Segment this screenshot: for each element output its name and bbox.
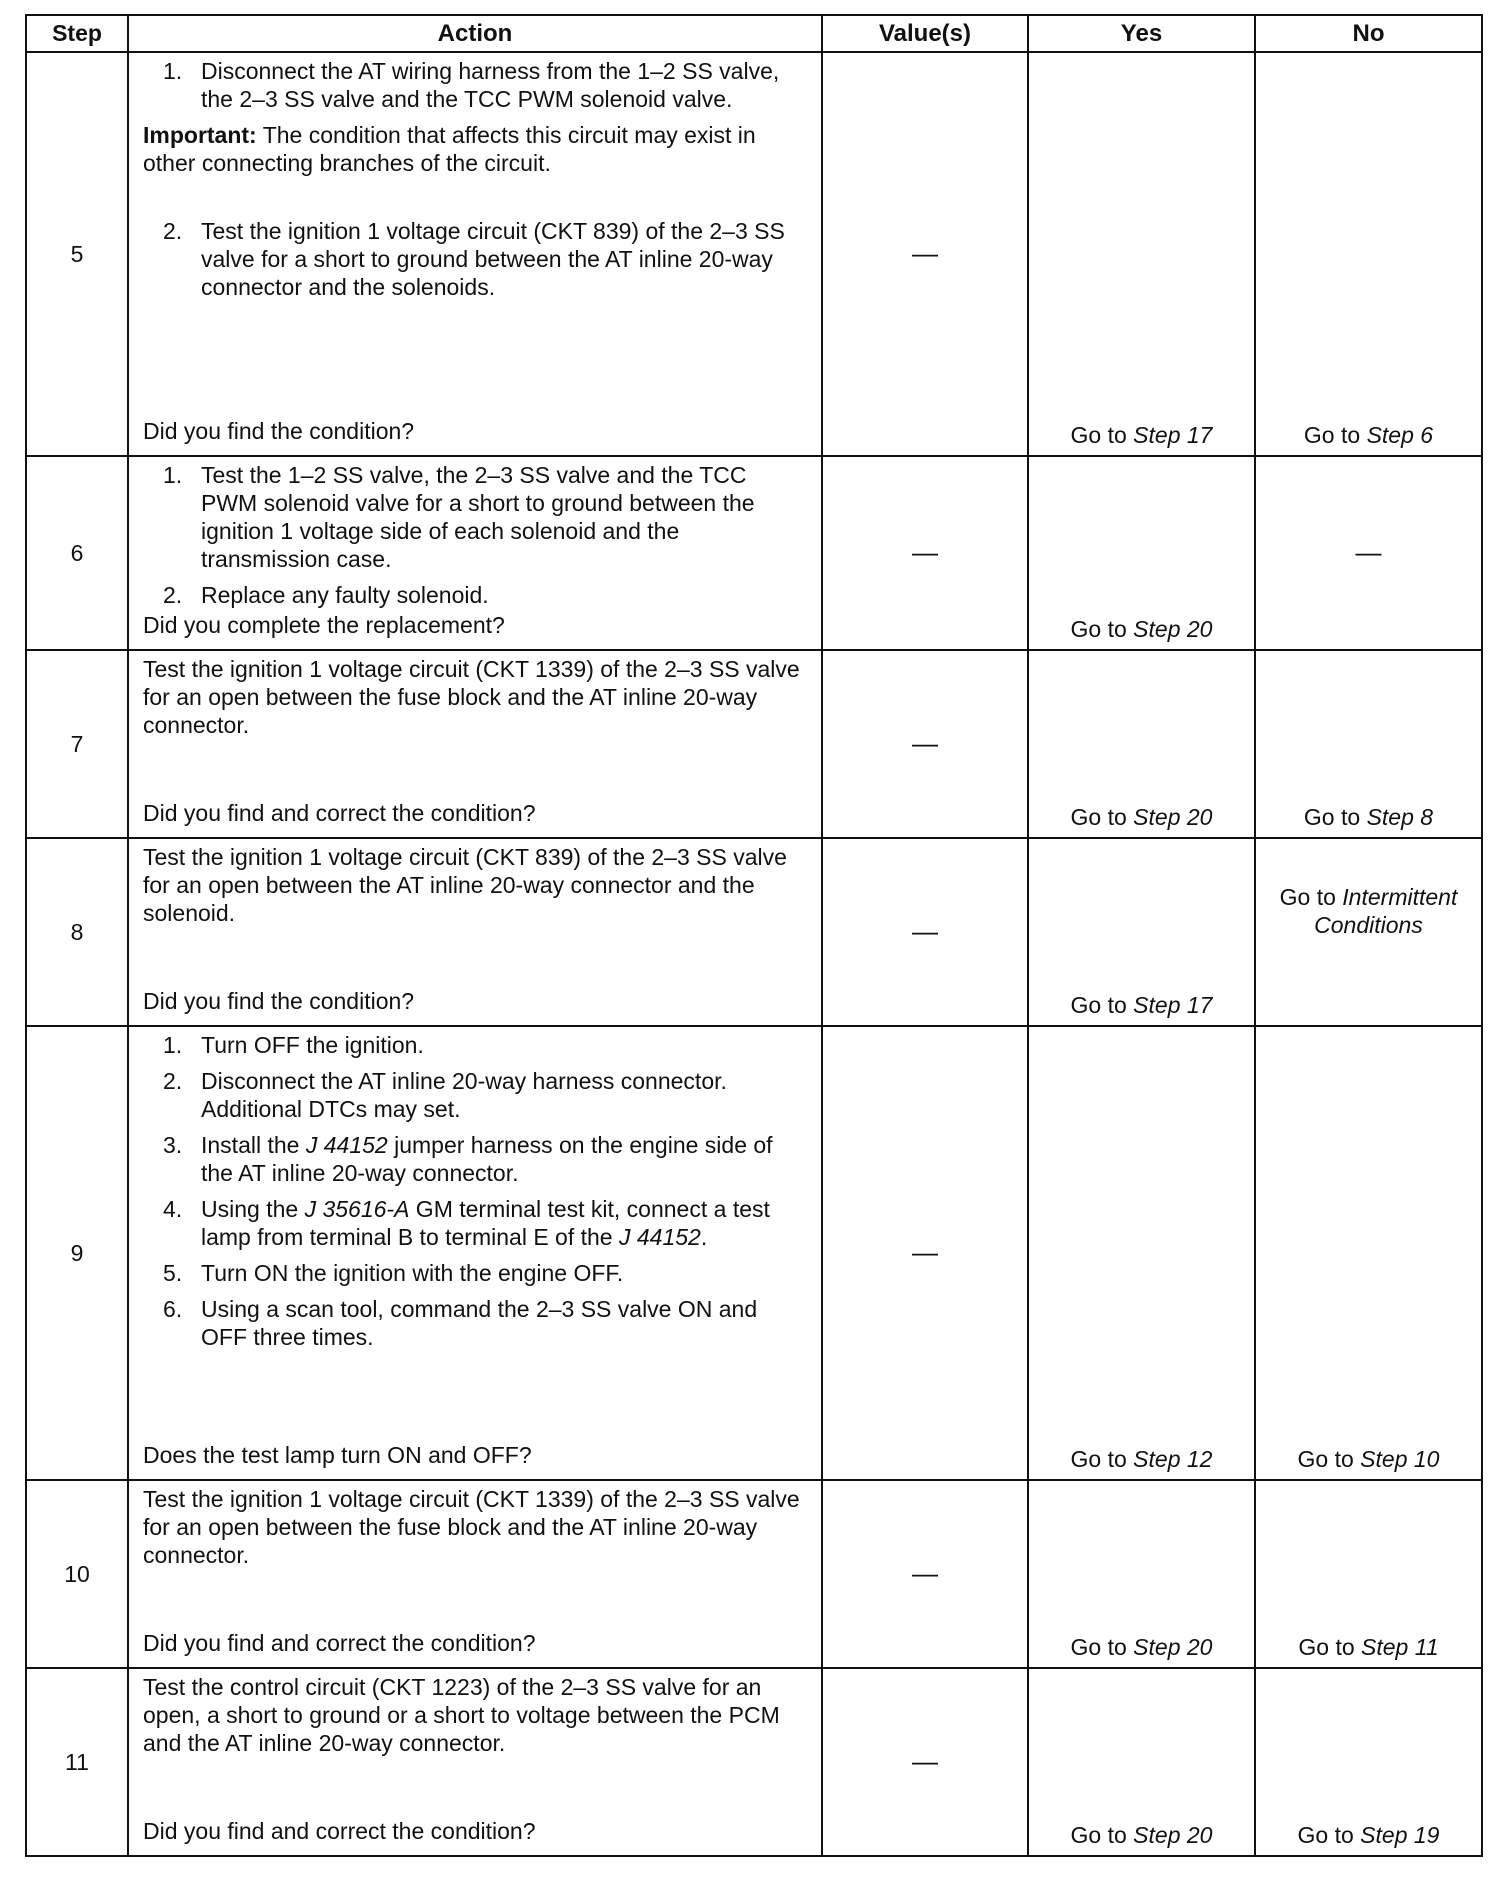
no-goto: Go to Step 8 (1303, 804, 1434, 830)
table-row (26, 650, 1482, 838)
table-row (26, 838, 1482, 1026)
action-item: 5. Turn ON the ignition with the engine OFF. (163, 1260, 624, 1286)
important-note: Important: The condition that affects this circuit may exist in other connecting branches of the circuit. (143, 122, 756, 176)
action-cell (128, 456, 822, 650)
value-dash: — (912, 1237, 938, 1267)
yes-goto: Go to Step 20 (1070, 1822, 1213, 1848)
action-text: Test the control circuit (CKT 1223) of the 2–3 SS valve for an open, a short to ground or a short to voltage between the PCM and the AT inline 20-way connector. (143, 1674, 780, 1756)
value-cell (822, 650, 1028, 838)
action-item: 1. Test the 1–2 SS valve, the 2–3 SS valve and the TCC PWM solenoid valve for a short to ground between the ignition 1 voltage side of each solenoid and the transmission case. (163, 462, 755, 572)
no-dash: — (1355, 537, 1382, 567)
yes-cell (1028, 838, 1255, 1026)
action-cell (128, 650, 822, 838)
action-cell (128, 1668, 822, 1856)
action-item: 1. Turn OFF the ignition. (163, 1032, 424, 1058)
no-cell (1255, 650, 1482, 838)
no-cell (1255, 838, 1482, 1026)
yes-goto: Go to Step 20 (1070, 616, 1213, 642)
no-goto: Go to Intermittent Conditions (1279, 884, 1458, 938)
diagnostic-table (25, 14, 1483, 1857)
header-step: Step (26, 15, 128, 52)
header-action: Action (128, 15, 822, 52)
table-row (26, 1480, 1482, 1668)
no-cell (1255, 52, 1482, 456)
step-number: 9 (26, 1026, 128, 1480)
value-dash: — (912, 537, 938, 567)
question-text: Did you find and correct the condition? (143, 1818, 536, 1844)
value-dash: — (912, 728, 938, 758)
yes-cell (1028, 52, 1255, 456)
yes-goto: Go to Step 17 (1070, 992, 1213, 1018)
table-row (26, 52, 1482, 456)
action-cell (128, 52, 822, 456)
yes-goto: Go to Step 12 (1070, 1446, 1213, 1472)
header-yes: Yes (1028, 15, 1255, 52)
no-cell (1255, 456, 1482, 650)
action-text: Test the ignition 1 voltage circuit (CKT 839) of the 2–3 SS valve for an open between the AT inline 20-way connector and the solenoid. (143, 844, 787, 926)
action-text: Test the ignition 1 voltage circuit (CKT 1339) of the 2–3 SS valve for an open between the fuse block and the AT inline 20-way connector. (143, 656, 800, 738)
step-number: 5 (26, 52, 128, 456)
action-cell (128, 1480, 822, 1668)
step-number: 8 (26, 838, 128, 1026)
yes-cell (1028, 650, 1255, 838)
action-item: 1. Disconnect the AT wiring harness from the 1–2 SS valve, the 2–3 SS valve and the TCC PWM solenoid valve. (163, 58, 780, 112)
no-goto: Go to Step 10 (1297, 1446, 1440, 1472)
action-item: 6. Using a scan tool, command the 2–3 SS valve ON and OFF three times. (163, 1296, 758, 1350)
action-item: 3. Install the J 44152 jumper harness on the engine side of the AT inline 20-way connector. (163, 1132, 773, 1186)
value-cell (822, 1480, 1028, 1668)
header-values: Value(s) (822, 15, 1028, 52)
step-number: 10 (26, 1480, 128, 1668)
yes-cell (1028, 456, 1255, 650)
action-text: Test the ignition 1 voltage circuit (CKT 1339) of the 2–3 SS valve for an open between the fuse block and the AT inline 20-way connector. (143, 1486, 800, 1568)
no-cell (1255, 1480, 1482, 1668)
value-cell (822, 456, 1028, 650)
yes-cell (1028, 1480, 1255, 1668)
value-dash: — (912, 916, 938, 946)
step-number: 11 (26, 1668, 128, 1856)
action-item: 2. Replace any faulty solenoid. (163, 582, 489, 608)
value-dash: — (912, 1558, 938, 1588)
question-text: Did you find and correct the condition? (143, 1630, 536, 1656)
action-item: 4. Using the J 35616-A GM terminal test kit, connect a test lamp from terminal B to terminal E of the J 44152. (163, 1196, 770, 1250)
value-cell (822, 838, 1028, 1026)
question-text: Did you complete the replacement? (143, 612, 505, 638)
value-cell (822, 1026, 1028, 1480)
table-row (26, 456, 1482, 650)
no-cell (1255, 1668, 1482, 1856)
no-goto: Go to Step 19 (1297, 1822, 1440, 1848)
header-row (26, 15, 1482, 52)
question-text: Did you find the condition? (143, 988, 415, 1014)
yes-goto: Go to Step 20 (1070, 804, 1213, 830)
action-cell (128, 838, 822, 1026)
question-text: Did you find and correct the condition? (143, 800, 536, 826)
table-row (26, 1668, 1482, 1856)
value-cell (822, 1668, 1028, 1856)
action-cell (128, 1026, 822, 1480)
table-row (26, 1026, 1482, 1480)
action-item: 2. Test the ignition 1 voltage circuit (CKT 839) of the 2–3 SS valve for a short to ground between the AT inline 20-way connector and the solenoids. (163, 218, 785, 300)
value-dash: — (912, 238, 938, 268)
value-dash: — (912, 1746, 938, 1776)
yes-cell (1028, 1668, 1255, 1856)
step-number: 7 (26, 650, 128, 838)
yes-cell (1028, 1026, 1255, 1480)
yes-goto: Go to Step 17 (1070, 422, 1213, 448)
yes-goto: Go to Step 20 (1070, 1634, 1213, 1660)
value-cell (822, 52, 1028, 456)
step-number: 6 (26, 456, 128, 650)
no-goto: Go to Step 11 (1298, 1634, 1439, 1660)
no-goto: Go to Step 6 (1303, 422, 1434, 448)
question-text: Does the test lamp turn ON and OFF? (143, 1442, 532, 1468)
question-text: Did you find the condition? (143, 418, 415, 444)
no-cell (1255, 1026, 1482, 1480)
header-no: No (1255, 15, 1482, 52)
action-item: 2. Disconnect the AT inline 20-way harness connector. Additional DTCs may set. (163, 1068, 727, 1122)
